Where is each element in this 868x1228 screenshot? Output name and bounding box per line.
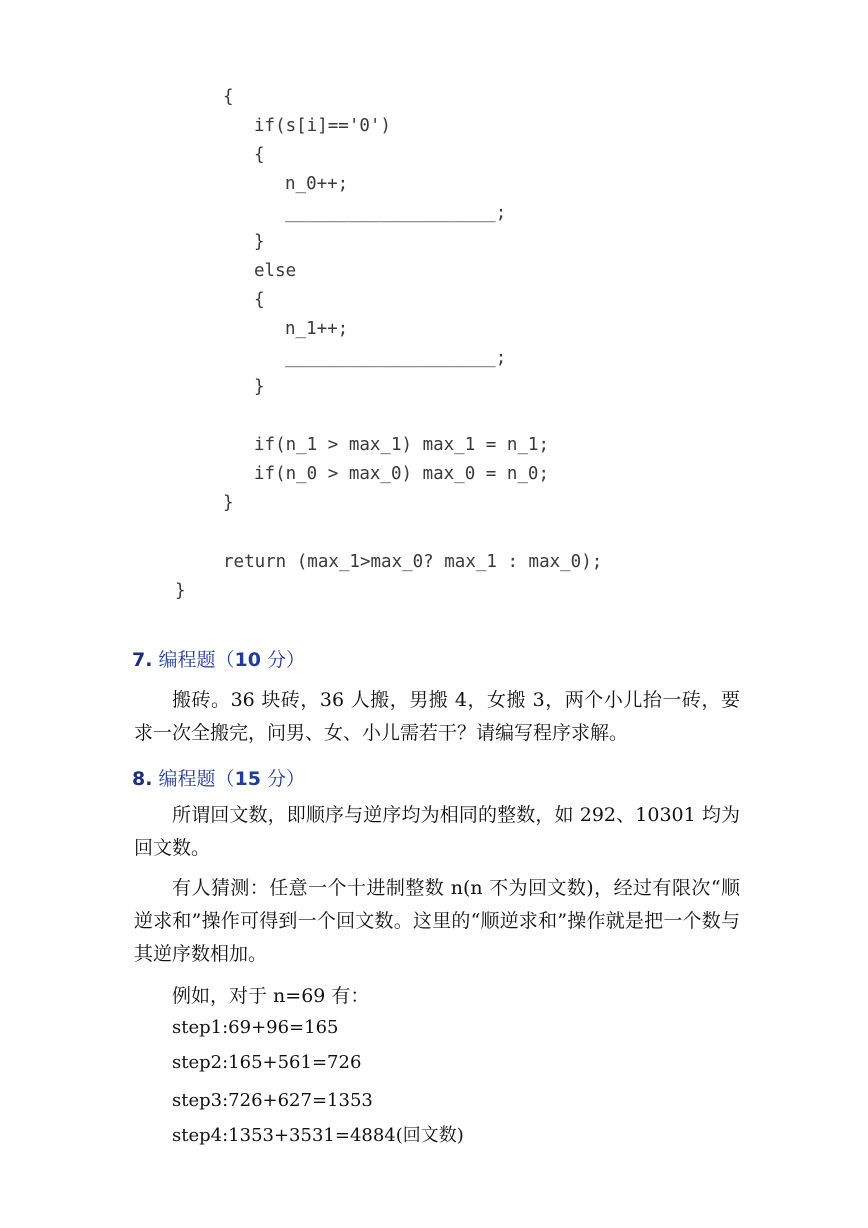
code-line: ____________________; — [285, 348, 507, 368]
question-type: 编程题 — [158, 768, 216, 790]
code-line: if(n_1 > max_1) max_1 = n_1; — [254, 435, 550, 455]
example-step: step4:1353+3531=4884(回文数) — [172, 1125, 464, 1146]
example-step: step1:69+96=165 — [172, 1017, 339, 1038]
question-8-example-intro — [134, 980, 740, 1013]
code-line: { — [254, 290, 265, 310]
question-score: 10 — [234, 649, 261, 671]
code-line: } — [223, 493, 234, 513]
code-line: } — [175, 581, 186, 601]
code-line: ____________________; — [285, 203, 507, 223]
code-line: } — [254, 232, 265, 252]
paragraph: 例如，对于 n=69 有： — [172, 985, 370, 1007]
paragraph: 搬砖。36 块砖，36 人搬，男搬 4，女搬 3，两个小儿抬一砖，要求一次全搬完，问男、女、小儿需若干？请编写程序求解。 — [134, 689, 740, 744]
question-score-open: （ — [215, 649, 235, 671]
code-line: n_1++; — [285, 319, 349, 339]
example-step: step3:726+627=1353 — [172, 1090, 373, 1111]
code-line: { — [254, 145, 265, 165]
question-type: 编程题 — [158, 649, 216, 671]
question-7-heading — [132, 647, 305, 673]
question-number: 8. — [132, 768, 153, 790]
question-score-unit: 分） — [260, 649, 306, 671]
question-score-unit: 分） — [260, 768, 306, 790]
question-score: 15 — [234, 768, 261, 790]
question-7-body — [134, 684, 740, 750]
code-line: if(n_0 > max_0) max_0 = n_0; — [254, 464, 550, 484]
code-line: else — [254, 261, 297, 281]
question-8-heading — [132, 766, 305, 792]
question-score-open: （ — [215, 768, 235, 790]
code-line: return (max_1>max_0? max_1 : max_0); — [223, 552, 603, 572]
paragraph: 所谓回文数，即顺序与逆序均为相同的整数，如 292、10301 均为回文数。 — [134, 804, 740, 859]
code-line: n_0++; — [285, 174, 349, 194]
code-line: } — [254, 377, 265, 397]
paragraph: 有人猜测：任意一个十进制整数 n(n 不为回文数)，经过有限次“顺逆求和”操作可得到一个回文数。这里的“顺逆求和”操作就是把一个数与其逆序数相加。 — [134, 877, 740, 965]
code-line: if(s[i]=='0') — [254, 116, 391, 136]
code-line: { — [223, 87, 234, 107]
question-8-paragraph-2 — [134, 872, 740, 971]
example-step: step2:165+561=726 — [172, 1052, 362, 1073]
question-8-paragraph-1 — [134, 799, 740, 865]
question-number: 7. — [132, 649, 153, 671]
